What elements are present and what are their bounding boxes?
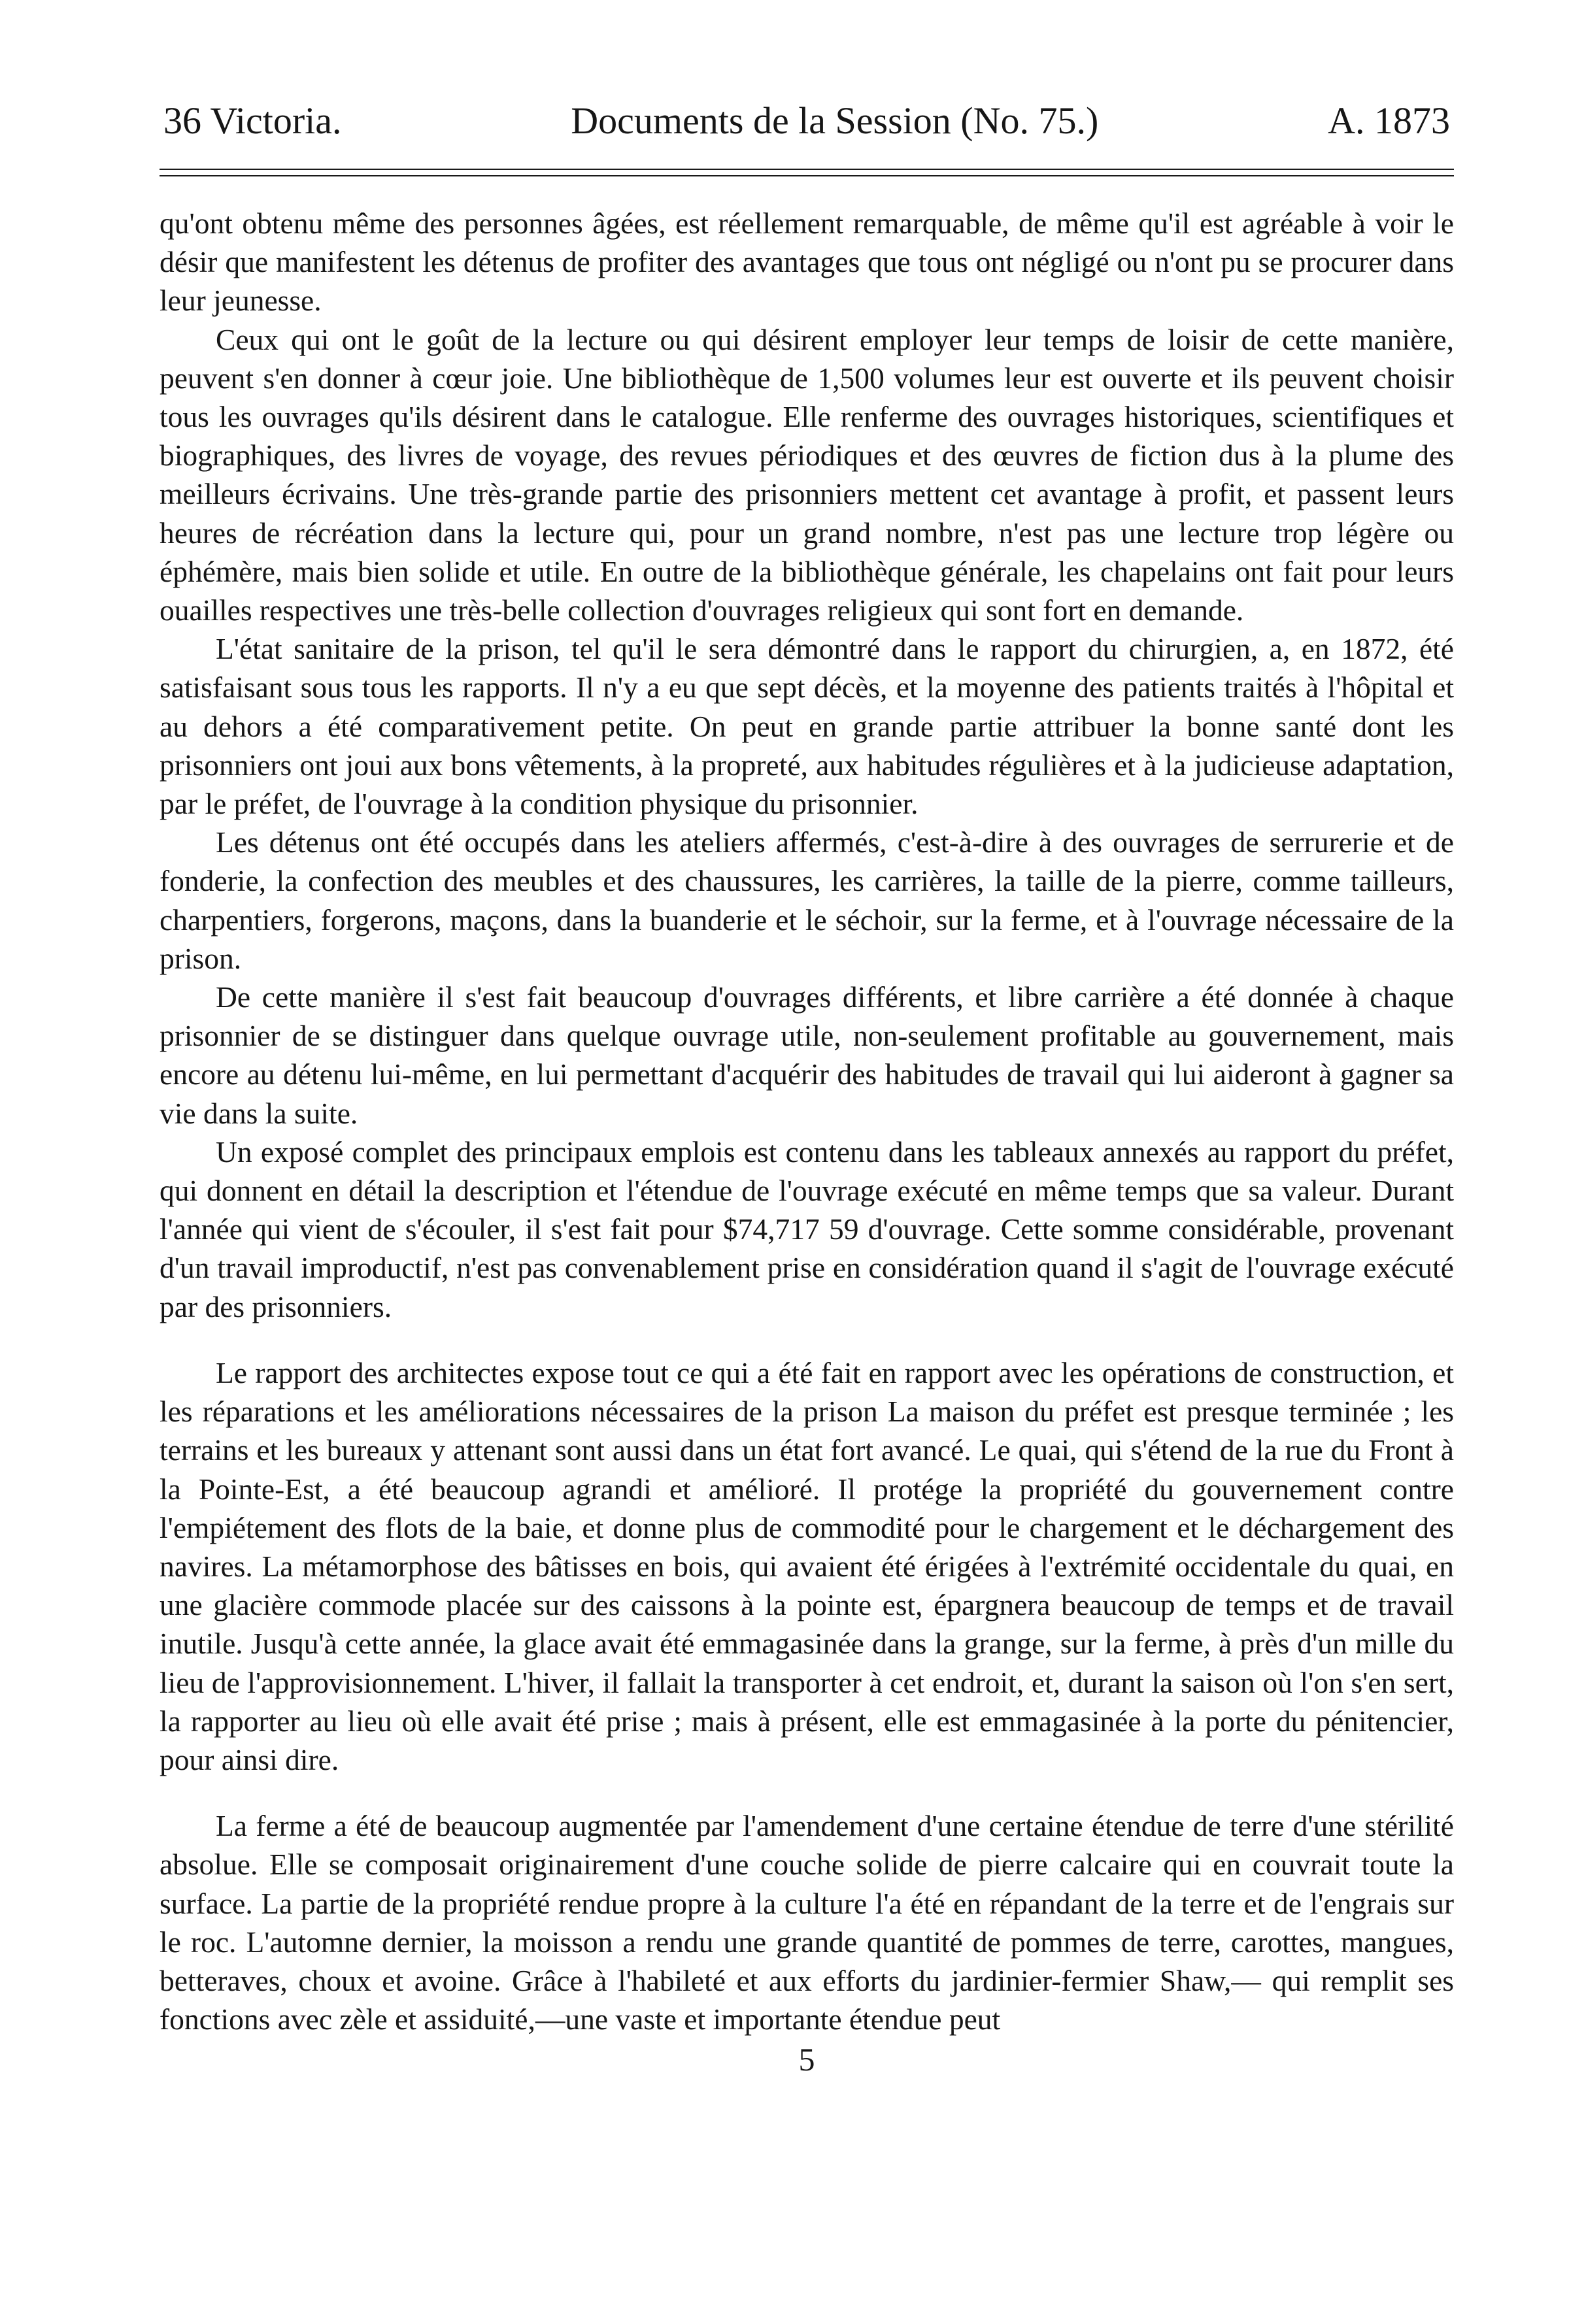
- paragraph-habits: De cette manière il s'est fait beaucoup d'ouvrages différents, et libre carrière a été donnée à chaque prisonnier de se distinguer dans quelque ouvrage utile, non-seulement profitable au gouvernement, mais encore au détenu lui-même, en lui permettant d'acquérir des habitudes de travail qui lui aideront à gagner sa vie dans la suite.: [160, 980, 1454, 1130]
- paragraph-library: Ceux qui ont le goût de la lecture ou qui désirent employer leur temps de loisir de cette manière, peuvent s'en donner à cœur joie. Une bibliothèque de 1,500 volumes leur est ouverte et ils peuvent choisir tous les ouvrages qu'ils désirent dans le catalogue. Elle renferme des ouvrages historiques, scientifiques et biographiques, des livres de voyage, des revues périodiques et des œuvres de fiction dus à la plume des meilleurs écrivains. Une très-grande partie des prisonniers mettent cet avantage à profit, et passent leurs heures de récréation dans la lecture qui, pour un grand nombre, n'est pas une lecture trop légère ou éphémère, mais bien solide et utile. En outre de la bibliothèque générale, les chapelains ont fait pour leurs ouailles respectives une très-belle collection d'ouvrages religieux qui sont fort en demande.: [160, 322, 1454, 627]
- body-text: [160, 204, 1454, 2038]
- running-header: [160, 98, 1454, 144]
- header-document-title: Documents de la Session (No. 75.): [571, 99, 1099, 142]
- paragraph-work-value: Un exposé complet des principaux emplois est contenu dans les tableaux annexés au rapport du préfet, qui donnent en détail la description et l'étendue de l'ouvrage exécuté en même temps que sa valeur. Durant l'année qui vient de s'écouler, il s'est fait pour $74,717 59 d'ouvrage. Cette somme considérable, provenant d'un travail improductif, n'est pas convenablement prise en considération quand il s'agit de l'ouvrage exécuté par des prisonniers.: [160, 1135, 1454, 1323]
- paragraph-architects: Le rapport des architectes expose tout ce qui a été fait en rapport avec les opérations de construction, et les réparations et les améliorations nécessaires de la prison La maison du préfet est presque terminée ; les terrains et les bureaux y attenant sont aussi dans un état fort avancé. Le quai, qui s'étend de la rue du Front à la Pointe-Est, a été beaucoup agrandi et amélioré. Il protége la propriété du gouvernement contre l'empiétement des flots de la baie, et donne plus de commodité pour le chargement et le déchargement des navires. La métamorphose des bâtisses en bois, qui avaient été érigées à l'extrémité occidentale du quai, en une glacière commode placée sur des caissons à la pointe est, épargnera beaucoup de temps et de travail inutile. Jusqu'à cette année, la glace avait été emmagasinée dans la grange, sur la ferme, à près d'un mille du lieu de l'approvisionnement. L'hiver, il fallait la transporter à cet endroit, et, durant la saison où l'on s'en sert, la rapporter au lieu où elle avait été prise ; mais à présent, elle est emmagasinée à la porte du pénitencier, pour ainsi dire.: [160, 1355, 1454, 1776]
- paragraph-health: L'état sanitaire de la prison, tel qu'il le sera démontré dans le rapport du chirurgien, a, en 1872, été satisfaisant sous tous les rapports. Il n'y a eu que sept décès, et la moyenne des patients traités à l'hôpital et au dehors a été comparativement petite. On peut en grande partie attribuer la bonne santé dont les prisonniers ont joui aux bons vêtements, à la propreté, aux habitudes régulières et à la judicieuse adaptation, par le préfet, de l'ouvrage à la condition physique du prisonnier.: [160, 632, 1454, 821]
- paragraph-workshops: Les détenus ont été occupés dans les ateliers affermés, c'est-à-dire à des ouvrages de serrurerie et de fonderie, la confection des meubles et des chaussures, les carrières, la taille de la pierre, comme tailleurs, charpentiers, forgerons, maçons, dans la buanderie et le séchoir, sur la ferme, et à l'ouvrage nécessaire de la prison.: [160, 825, 1454, 975]
- paragraph-continuation: qu'ont obtenu même des personnes âgées, est réellement remarquable, de même qu'il est agréable à voir le désir que manifestent les détenus de profiter des avantages que tous ont négligé ou n'ont pu se procurer dans leur jeunesse.: [160, 207, 1454, 318]
- document-page: [160, 98, 1454, 2079]
- header-rule: [160, 169, 1454, 176]
- paragraph-farm: La ferme a été de beaucoup augmentée par l'amendement d'une certaine étendue de terre d'une stérilité absolue. Elle se composait originairement d'une couche solide de pierre calcaire qui en couvrait toute la surface. La partie de la propriété rendue propre à la culture l'a été en répandant de la terre et de l'engrais sur le roc. L'automne dernier, la moisson a rendu une grande quantité de pommes de terre, carottes, mangues, betteraves, choux et avoine. Grâce à l'habileté et aux efforts du jardinier-fermier Shaw,— qui remplit ses fonctions avec zèle et assiduité,—une vaste et importante étendue peut: [160, 1809, 1454, 2036]
- page-number: 5: [798, 2041, 815, 2078]
- header-year: A. 1873: [1328, 99, 1450, 142]
- header-session: 36 Victoria.: [163, 99, 342, 142]
